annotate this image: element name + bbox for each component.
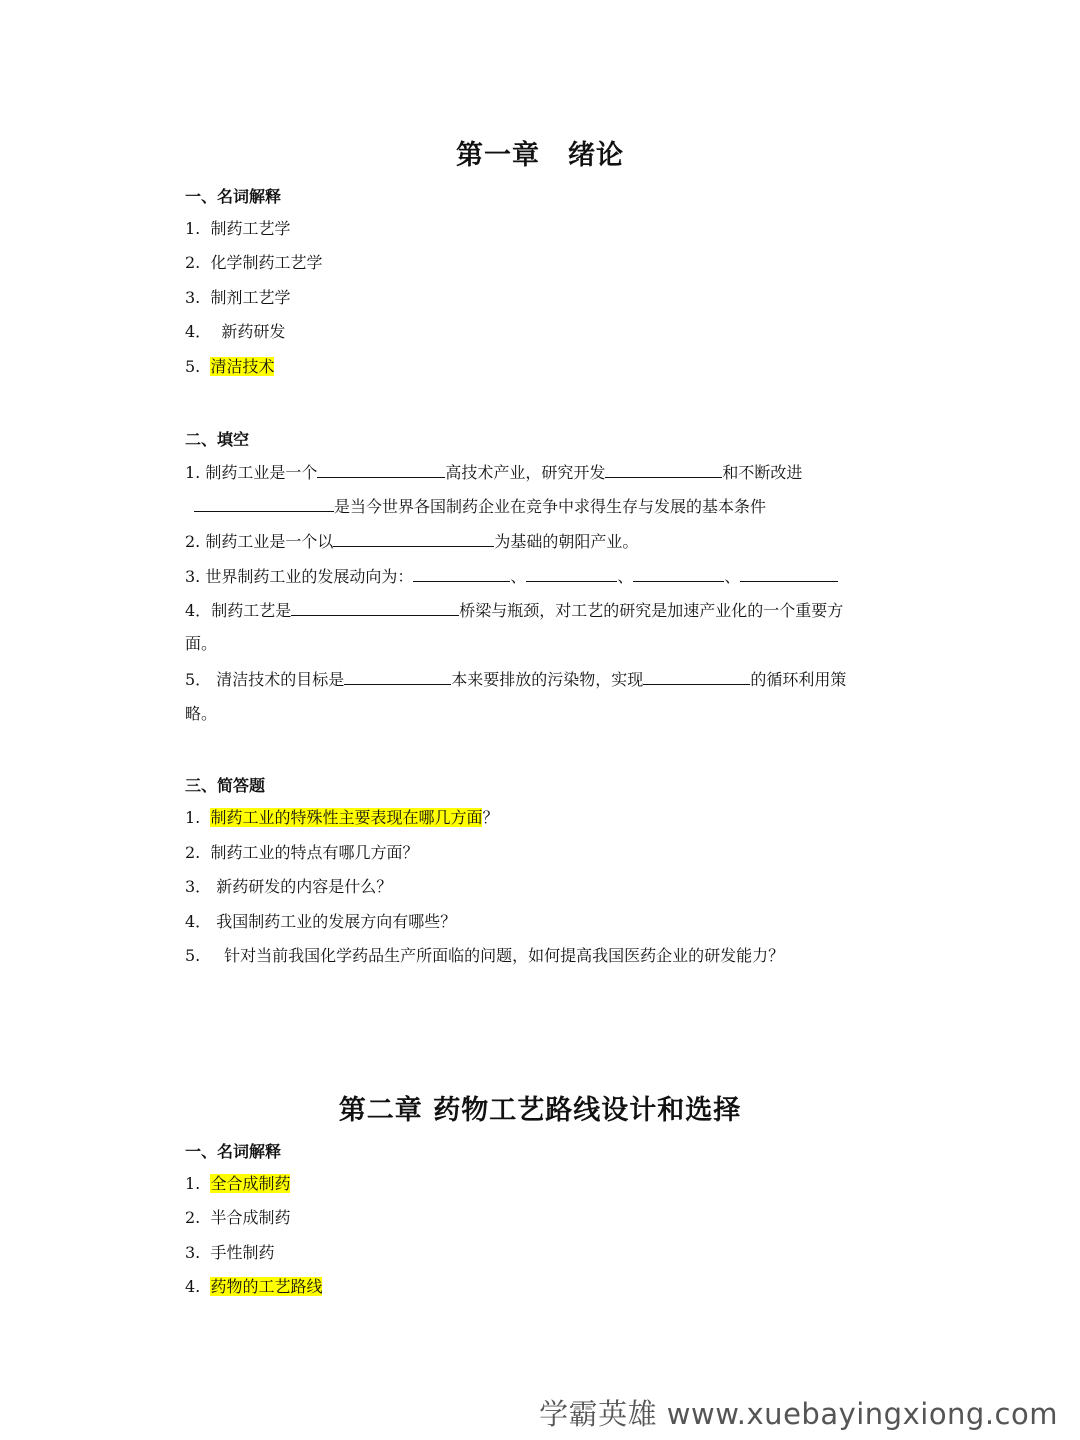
list-item: [185, 1277, 322, 1297]
fill-question-5: [185, 669, 846, 690]
answer-blank: [633, 566, 724, 582]
item-number: 5.: [185, 946, 201, 965]
list-item: [185, 843, 418, 863]
item-number: 5.: [185, 357, 201, 376]
list-item: [185, 357, 274, 377]
fill-question-2: [185, 531, 638, 552]
question-text: 的循环利用策: [750, 670, 847, 689]
item-number: 2.: [185, 253, 201, 272]
item-number: 1.: [185, 1174, 201, 1193]
question-text: 制药工业是一个以: [205, 532, 334, 551]
chapter-1-title: 第一章 绪论: [456, 140, 624, 171]
item-text: 制药工艺学: [210, 219, 291, 238]
question-text: 清洁技术的目标是: [216, 670, 345, 689]
fill-question-5-cont: 略。: [185, 704, 218, 723]
answer-blank: [526, 566, 617, 582]
ch1-fill-heading: 二、填空: [185, 430, 250, 449]
answer-blank: [413, 566, 510, 582]
watermark: 学霸英雄 www.xuebayingxiong.com: [539, 1397, 1058, 1431]
item-text: 化学制药工艺学: [210, 253, 323, 272]
item-text: 半合成制药: [210, 1208, 291, 1227]
item-number: 1.: [185, 219, 201, 238]
item-text: ？: [482, 808, 499, 827]
item-number: 2.: [185, 843, 201, 862]
separator: 、: [724, 567, 741, 586]
answer-blank: [194, 496, 334, 512]
fill-question-1: [185, 462, 802, 483]
item-text: 新药研发: [221, 322, 286, 341]
list-item: [185, 912, 456, 932]
answer-blank: [333, 531, 494, 547]
answer-blank: [643, 669, 750, 685]
item-number: 4．: [185, 322, 212, 341]
fill-question-4-cont: 面。: [185, 634, 218, 653]
question-text: 制药工艺是: [211, 601, 292, 620]
ch1-terms-heading: 一、名词解释: [185, 187, 282, 206]
list-item: [185, 1208, 290, 1228]
item-number: 2.: [185, 1208, 201, 1227]
highlighted-text: 制药工业的特殊性主要表现在哪几方面: [210, 808, 483, 827]
question-text: 高技术产业，研究开发: [445, 463, 606, 482]
list-item: [185, 808, 498, 828]
answer-blank: [317, 462, 445, 478]
list-item: [185, 219, 290, 239]
answer-blank: [291, 600, 459, 616]
item-text: 针对当前我国化学药品生产所面临的问题，如何提高我国医药企业的研发能力？: [224, 946, 785, 965]
item-number: 3．: [185, 877, 212, 896]
item-text: 新药研发的内容是什么？: [216, 877, 393, 896]
answer-blank: [740, 566, 838, 582]
item-number: 3.: [185, 567, 201, 586]
list-item: [185, 1174, 290, 1194]
question-text: 制药工业是一个: [205, 463, 318, 482]
item-number: 5．: [185, 670, 212, 689]
ch1-short-heading: 三、简答题: [185, 776, 266, 795]
item-number: 1.: [185, 808, 201, 827]
answer-blank: [605, 462, 722, 478]
fill-question-1-cont: [194, 496, 766, 517]
list-item: [185, 946, 784, 966]
highlighted-text: 全合成制药: [210, 1174, 291, 1193]
item-number: 3.: [185, 1243, 201, 1262]
question-text: 为基础的朝阳产业。: [494, 532, 639, 551]
list-item: [185, 1243, 274, 1263]
ch2-terms-heading: 一、名词解释: [185, 1142, 282, 1161]
highlighted-text: 药物的工艺路线: [210, 1277, 323, 1296]
item-number: 4.: [185, 1277, 201, 1296]
item-number: 4．: [185, 601, 212, 620]
item-number: 1.: [185, 463, 201, 482]
item-text: 制药工业的特点有哪几方面？: [210, 843, 419, 862]
question-text: 是当今世界各国制药企业在竞争中求得生存与发展的基本条件: [334, 497, 767, 516]
question-text: 桥梁与瓶颈，对工艺的研究是加速产业化的一个重要方: [459, 601, 844, 620]
separator: 、: [510, 567, 527, 586]
question-text: 和不断改进: [722, 463, 803, 482]
list-item: [185, 877, 392, 897]
separator: 、: [617, 567, 634, 586]
question-text: 本来要排放的污染物，实现: [451, 670, 644, 689]
item-text: 我国制药工业的发展方向有哪些？: [216, 912, 457, 931]
answer-blank: [344, 669, 451, 685]
fill-question-3: [185, 566, 838, 587]
fill-question-4: [185, 600, 843, 621]
question-text: 世界制药工业的发展动向为：: [205, 567, 414, 586]
item-number: 2.: [185, 532, 201, 551]
item-text: 手性制药: [210, 1243, 275, 1262]
list-item: [185, 253, 322, 273]
item-text: 制剂工艺学: [210, 288, 291, 307]
item-number: 3.: [185, 288, 201, 307]
chapter-2-title: 第二章 药物工艺路线设计和选择: [338, 1095, 742, 1126]
list-item: [185, 288, 290, 308]
highlighted-text: 清洁技术: [210, 357, 275, 376]
item-number: 4．: [185, 912, 212, 931]
list-item: [185, 322, 285, 342]
